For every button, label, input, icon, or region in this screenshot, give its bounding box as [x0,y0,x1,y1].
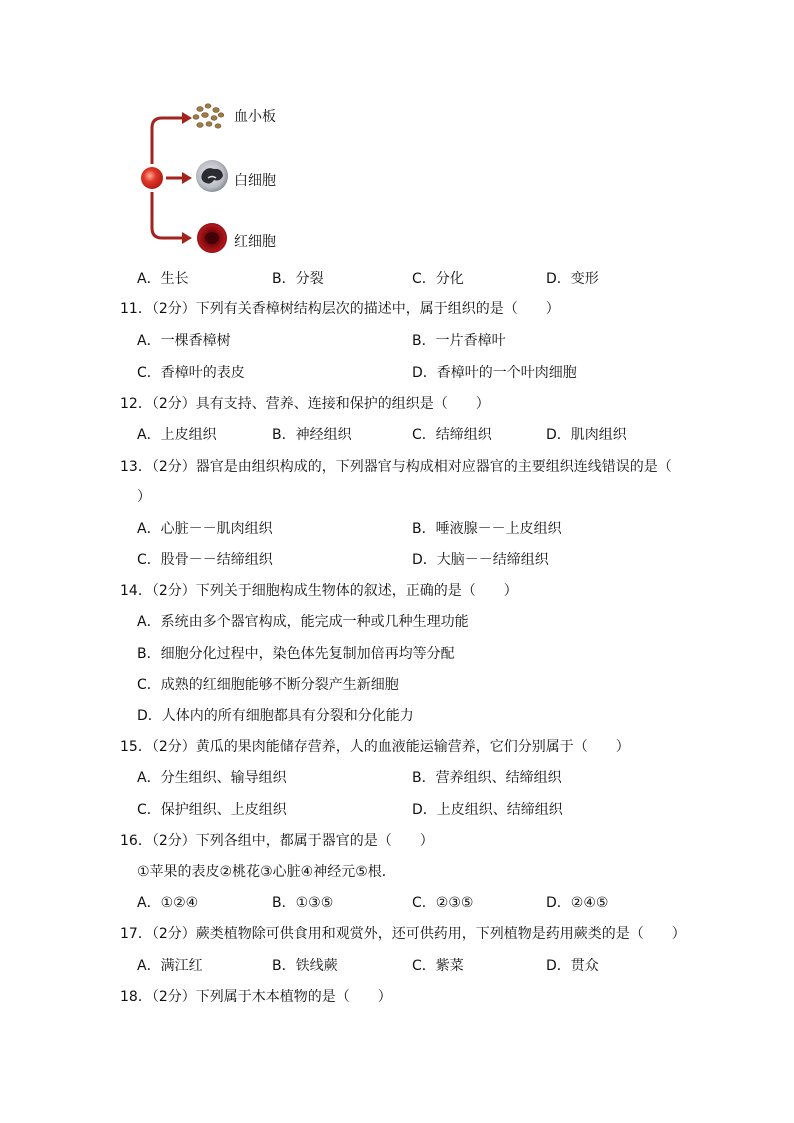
option-c: C．成熟的红细胞能够不断分裂产生新细胞 [137,677,399,693]
option-d: D．贯众 [546,958,599,974]
option-a: A．分生组织、输导组织 [137,770,287,786]
question-stem: 18．（2分）下列属于木本植物的是（ ） [120,989,392,1005]
option-d: D．肌肉组织 [546,427,627,443]
question-stem: 12．（2分）具有支持、营养、连接和保护的组织是（ ） [120,396,490,412]
option-a: A．心脏－－肌肉组织 [137,521,273,537]
arrow-to-platelet [152,118,182,164]
platelet-cluster-icon [193,104,224,128]
option-b: B．一片香樟叶 [412,333,506,349]
question-sub-items: ①苹果的表皮②桃花③心脏④神经元⑤根． [137,864,396,880]
option-a: A．生长 [137,271,189,287]
option-a: A．一棵香樟树 [137,333,231,349]
option-c: C．结缔组织 [412,427,492,443]
arrow-to-rbc [152,192,182,238]
option-d: D．变形 [546,271,599,287]
option-d: D．人体内的所有细胞都具有分裂和分化能力 [137,708,414,724]
question-stem-continued: ） [137,489,151,505]
diagram-graphic [130,96,310,266]
arrowhead-icon [182,232,192,244]
option-b: B．唾液腺－－上皮组织 [412,521,562,537]
red-cell-label: 红细胞 [234,234,276,250]
option-d: D．②④⑤ [546,895,609,911]
option-c: C．②③⑤ [412,895,474,911]
option-a: A．①②④ [137,895,199,911]
arrowhead-icon [182,172,192,184]
option-b: B．分裂 [272,271,324,287]
option-c: C．分化 [412,271,464,287]
option-c: C．保护组织、上皮组织 [137,802,287,818]
stem-cell-icon [141,167,163,189]
question-stem: 15．（2分）黄瓜的果肉能储存营养，人的血液能运输营养，它们分别属于（ ） [120,739,630,755]
option-d: D．大脑－－结缔组织 [412,552,549,568]
question-stem: 17．（2分）蕨类植物除可供食用和观赏外，还可供药用，下列植物是药用蕨类的是（ ） [120,926,686,942]
option-a: A．上皮组织 [137,427,217,443]
cell-differentiation-diagram [130,96,310,266]
option-c: C．紫菜 [412,958,464,974]
option-b: B．细胞分化过程中，染色体先复制加倍再均等分配 [137,646,455,662]
option-d: D．香樟叶的一个叶肉细胞 [412,365,577,381]
option-a: A．满江红 [137,958,203,974]
question-stem: 11．（2分）下列有关香樟树结构层次的描述中，属于组织的是（ ） [120,301,560,317]
option-b: B．铁线蕨 [272,958,338,974]
option-b: B．①③⑤ [272,895,334,911]
question-stem: 16．（2分）下列各组中，都属于器官的是（ ） [120,833,434,849]
option-c: C．股骨－－结缔组织 [137,552,273,568]
option-b: B．神经组织 [272,427,352,443]
question-stem: 14．（2分）下列关于细胞构成生物体的叙述，正确的是（ ） [120,583,518,599]
option-a: A．系统由多个器官构成，能完成一种或几种生理功能 [137,614,469,630]
option-b: B．营养组织、结缔组织 [412,770,562,786]
arrowhead-icon [182,112,192,124]
option-c: C．香樟叶的表皮 [137,365,245,381]
question-stem: 13．（2分）器官是由组织构成的，下列器官与构成相对应器官的主要组织连线错误的是（ [120,459,672,475]
option-d: D．上皮组织、结缔组织 [412,802,563,818]
white-cell-label: 白细胞 [234,173,276,189]
platelet-label: 血小板 [234,109,276,125]
